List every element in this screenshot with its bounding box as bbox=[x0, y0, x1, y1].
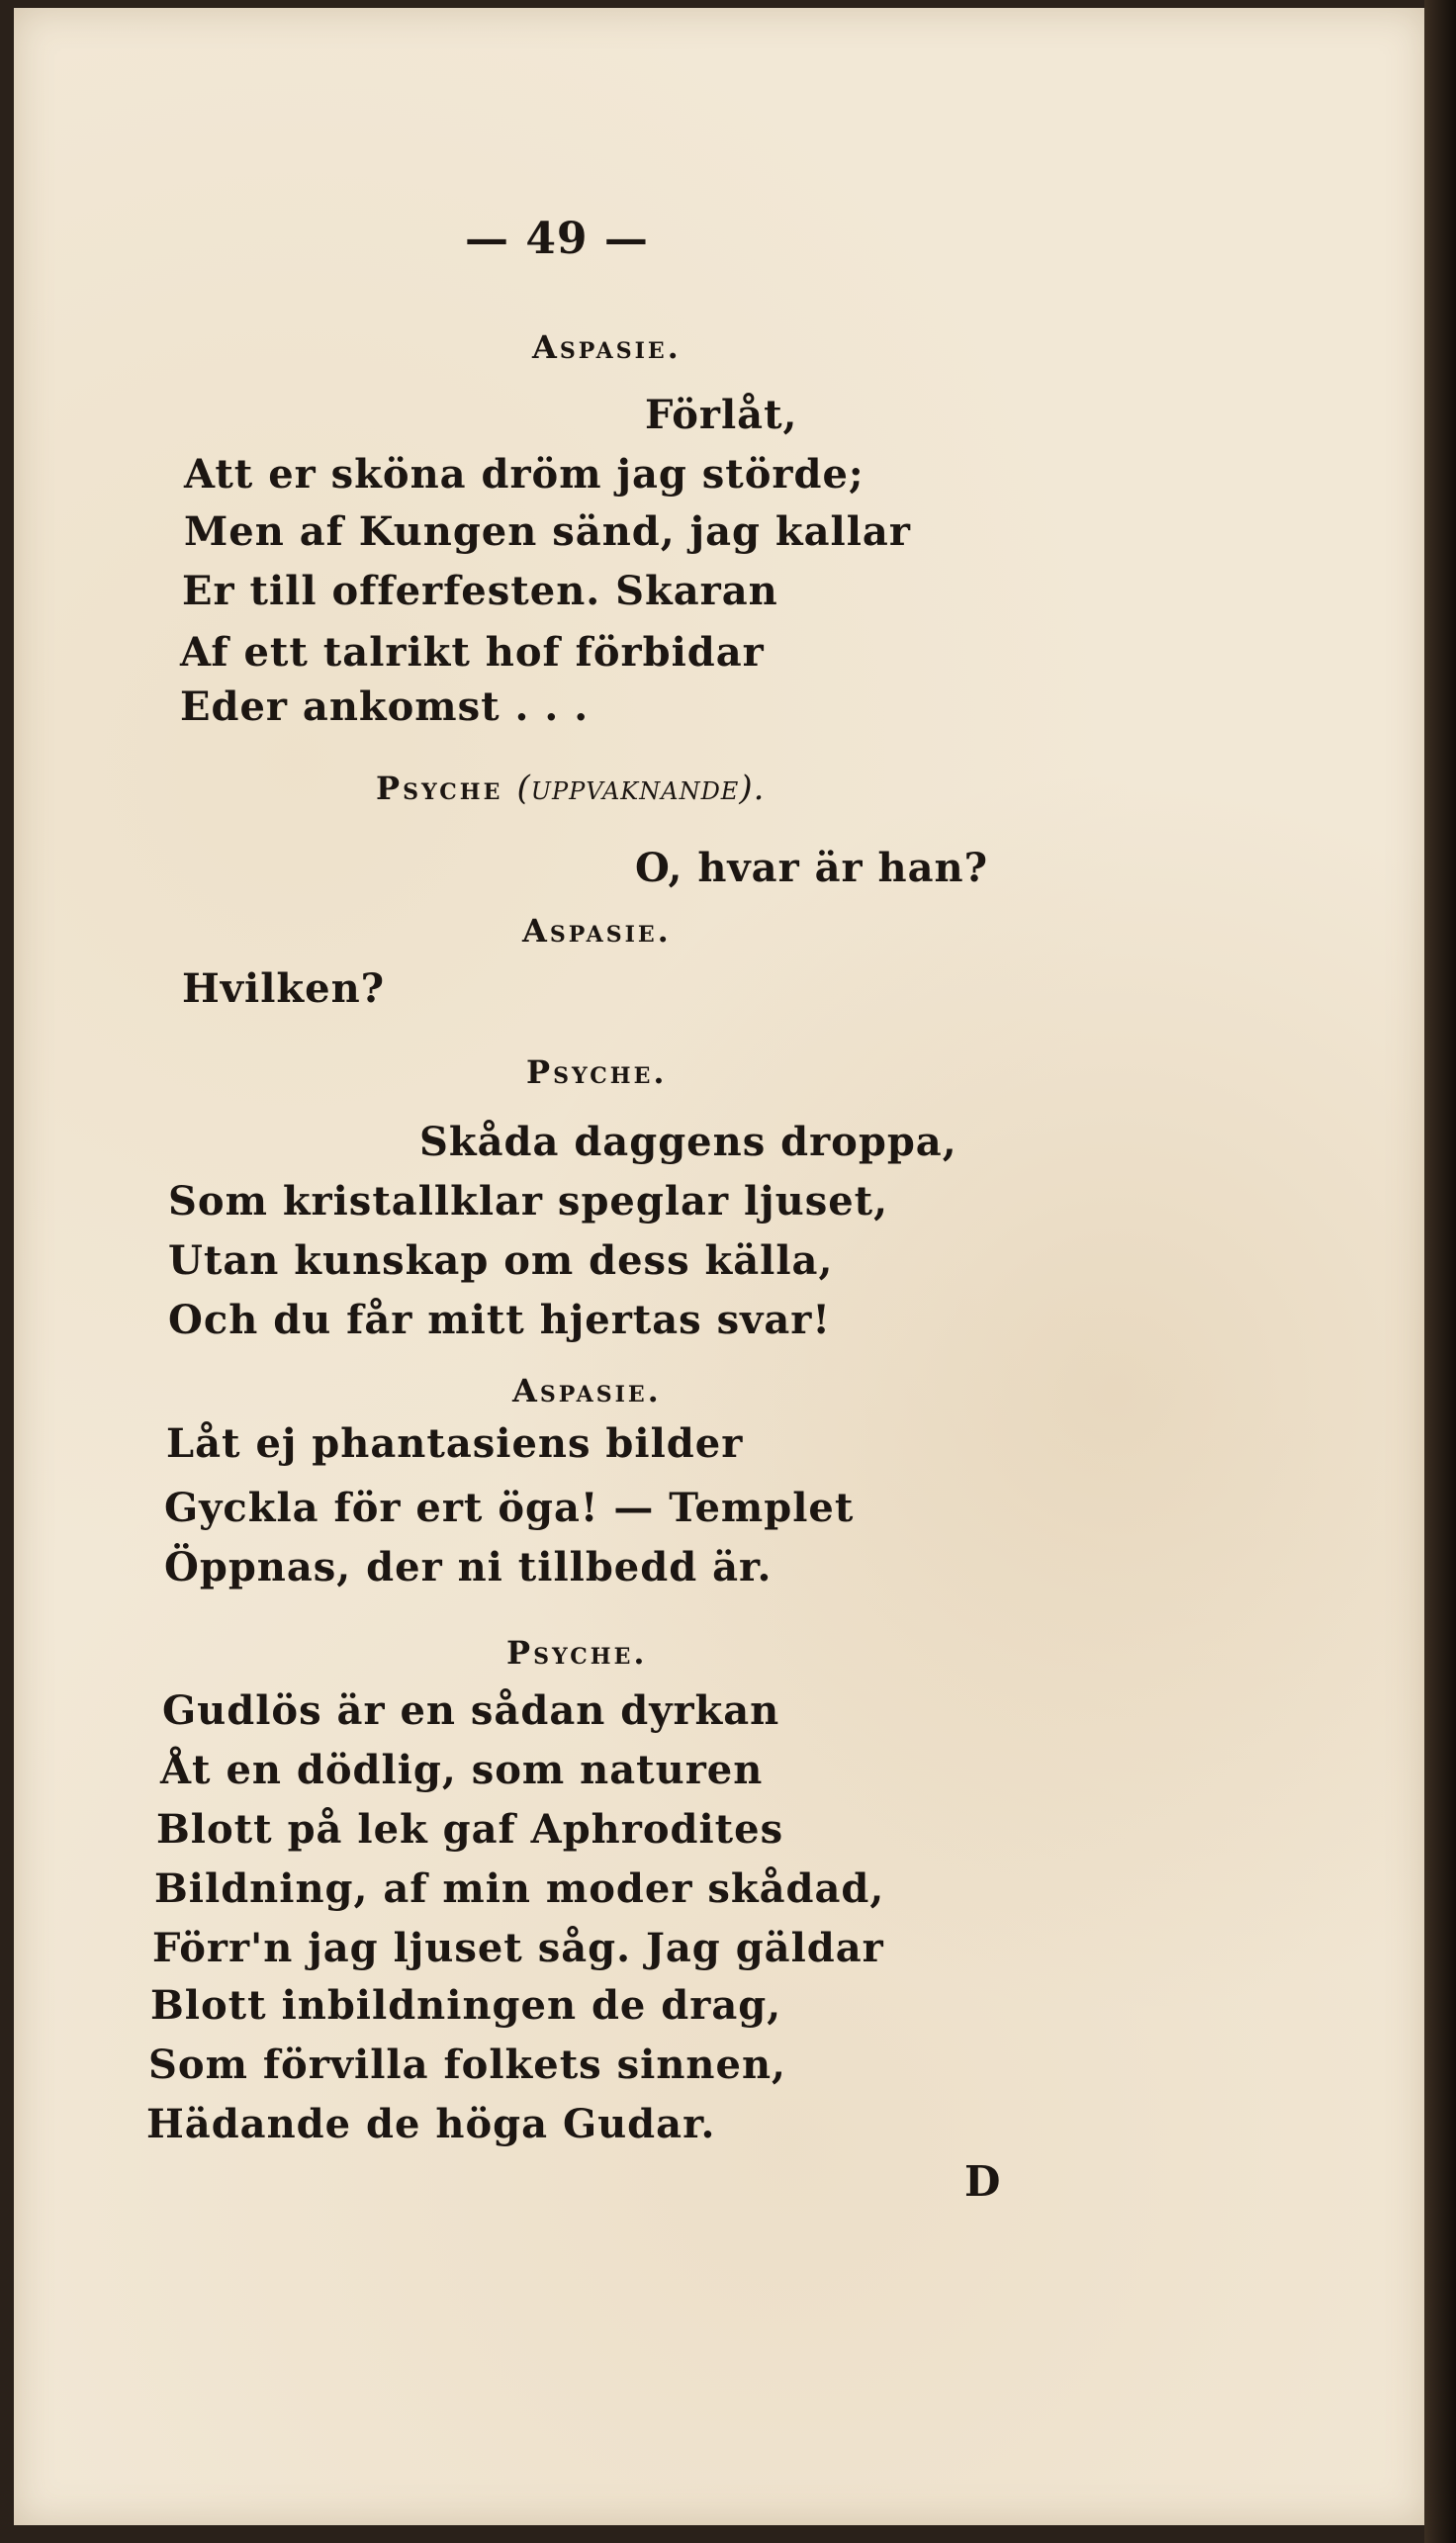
verse-line-indented: Skåda daggens droppa, bbox=[419, 1119, 957, 1165]
verse-line: Er till offerfesten. Skaran bbox=[182, 568, 778, 614]
page-edge-shadow bbox=[1424, 0, 1456, 2543]
verse-line: Hvilken? bbox=[182, 965, 386, 1012]
verse-line: Af ett talrikt hof förbidar bbox=[180, 629, 765, 676]
verse-line: Som kristallklar speglar ljuset, bbox=[168, 1178, 889, 1225]
stage-direction: (uppvaknande). bbox=[516, 769, 766, 808]
speaker-heading: Psyche. bbox=[526, 1053, 668, 1091]
page-number: — 49 — bbox=[465, 214, 649, 264]
verse-line: Gudlös är en sådan dyrkan bbox=[162, 1687, 780, 1734]
speaker-heading: Aspasie. bbox=[532, 328, 682, 366]
verse-line: Öppnas, der ni tillbedd är. bbox=[164, 1544, 773, 1590]
verse-line: Låt ej phantasiens bilder bbox=[166, 1420, 744, 1467]
verse-line: Att er sköna dröm jag störde; bbox=[184, 451, 864, 498]
verse-line: Och du får mitt hjertas svar! bbox=[168, 1297, 831, 1343]
verse-line: Blott inbildningen de drag, bbox=[150, 1982, 782, 2029]
verse-line: Åt en dödlig, som naturen bbox=[160, 1747, 764, 1793]
speaker-heading: Aspasie. bbox=[522, 912, 672, 950]
verse-line-indented: O, hvar är han? bbox=[635, 845, 989, 891]
speaker-name: Psyche bbox=[376, 770, 503, 807]
speaker-heading bbox=[376, 769, 766, 808]
speaker-heading: Psyche. bbox=[506, 1634, 648, 1672]
verse-line: Men af Kungen sänd, jag kallar bbox=[184, 508, 911, 555]
verse-line: Förr'n jag ljuset såg. Jag gäldar bbox=[152, 1925, 884, 1971]
verse-line: Gyckla för ert öga! — Templet bbox=[164, 1485, 855, 1531]
speaker-heading: Aspasie. bbox=[512, 1372, 662, 1409]
verse-line-indented: Förlåt, bbox=[645, 392, 798, 438]
verse-line: Hädande de höga Gudar. bbox=[146, 2101, 716, 2147]
verse-line: Eder ankomst . . . bbox=[180, 683, 590, 730]
verse-line: Blott på lek gaf Aphrodites bbox=[156, 1806, 784, 1853]
verse-line: Utan kunskap om dess källa, bbox=[168, 1237, 834, 1284]
signature-mark: D bbox=[964, 2157, 1002, 2206]
verse-line: Som förvilla folkets sinnen, bbox=[148, 2042, 786, 2088]
verse-line: Bildning, af min moder skådad, bbox=[154, 1865, 885, 1912]
